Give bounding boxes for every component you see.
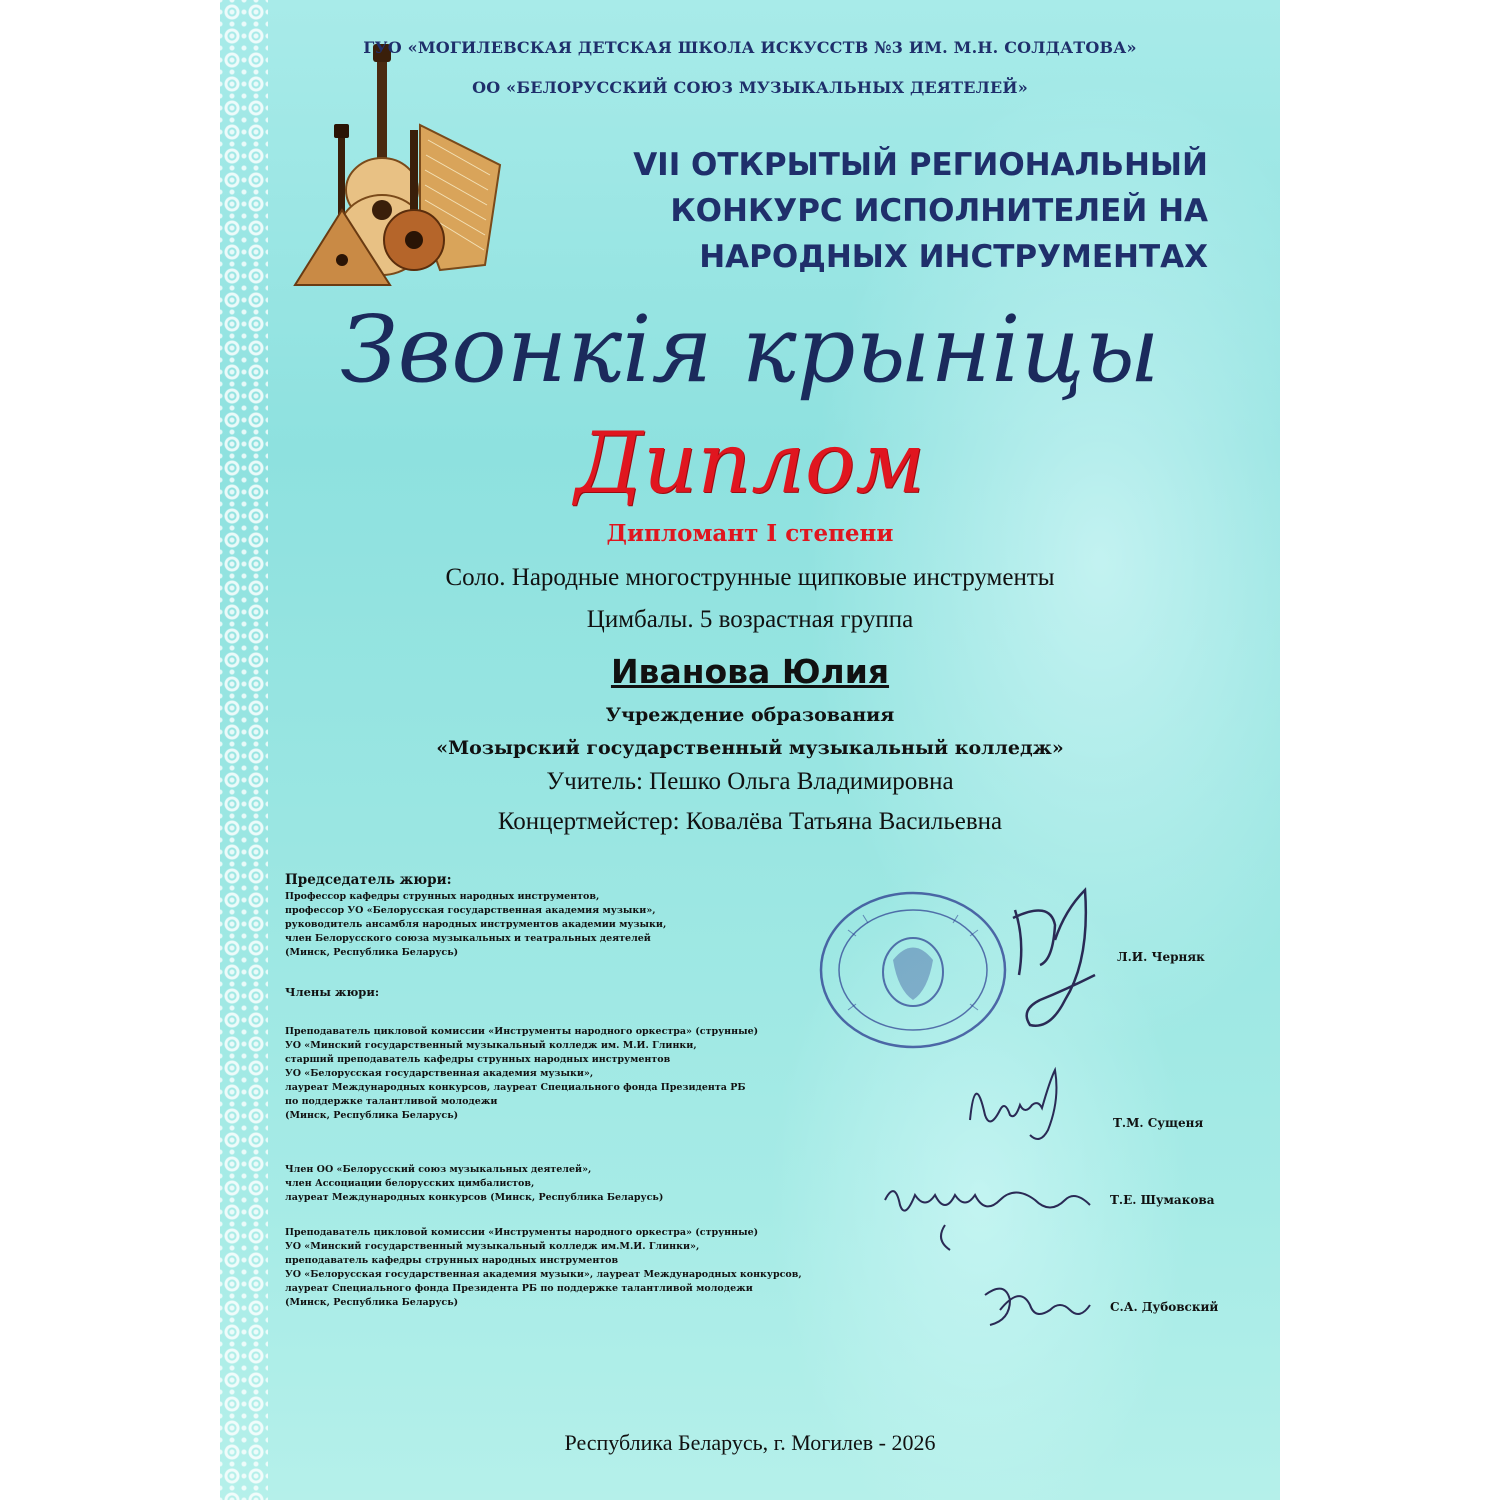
jury-member-3-description: Преподаватель цикловой комиссии «Инструменты народного оркестра» (струнные) УО «Минский государственный музыкальный колледж им.М.И. Глинки», преподаватель кафедры струнных народных инструментов УО «Белорусская государственная академия музыки», лауреат Международных конкурсов, лауреат Специального фонда Президента РБ по поддержке талантливой молодежи (Минск, Республика Беларусь): [285, 1227, 802, 1308]
organizer-line-1: ГУО «МОГИЛЕВСКАЯ ДЕТСКАЯ ШКОЛА ИСКУССТВ №3 ИМ. М.Н. СОЛДАТОВА»: [363, 38, 1137, 57]
jury-member-1-description: Преподаватель цикловой комиссии «Инструменты народного оркестра» (струнные) УО «Минский государственный музыкальный колледж им. М.И. Глинки, старший преподаватель кафедры струнных народных инструментов УО «Белорусская государственная академия музыки», лауреат Международных конкурсов, лауреат Специального фонда Президента РБ по поддержке талантливой молодежи (Минск, Республика Беларусь): [285, 1026, 759, 1121]
jury-member-2-name: Т.Е. Шумакова: [1110, 1193, 1215, 1207]
signature-member-3: [975, 1275, 1095, 1335]
signature-chairman: [995, 880, 1115, 1040]
nomination-line-2: Цимбалы. 5 возрастная группа: [586, 606, 914, 633]
official-stamp: [818, 890, 1008, 1050]
participant-name: Иванова Юлия: [610, 652, 890, 691]
jury-chair-description: Профессор кафедры струнных народных инструментов, профессор УО «Белорусская государственная академия музыки», руководитель ансамбля народных инструментов академии музыки, член Белорусского союза музыкальных и театральных деятелей (Минск, Республика Беларусь): [285, 891, 667, 958]
jury-member-2-description: Член ОО «Белорусский союз музыкальных деятелей», член Ассоциации белорусских цимбалистов, лауреат Международных конкурсов (Минск, Республика Беларусь): [285, 1164, 664, 1203]
footer-place-year: Республика Беларусь, г. Могилев - 2026: [564, 1430, 936, 1455]
organizer-line-2: ОО «БЕЛОРУССКИЙ СОЮЗ МУЗЫКАЛЬНЫХ ДЕЯТЕЛЕЙ»: [472, 78, 1028, 97]
jury-members-title: Члены жюри:: [285, 985, 380, 999]
contest-title-line-1: VII ОТКРЫТЫЙ РЕГИОНАЛЬНЫЙ: [633, 147, 1208, 183]
jury-member-3-name: С.А. Дубовский: [1110, 1300, 1219, 1314]
signature-member-2: [875, 1170, 1105, 1260]
jury-chair-title: Председатель жюри:: [285, 872, 452, 888]
contest-title-line-2: КОНКУРС ИСПОЛНИТЕЛЕЙ НА: [670, 193, 1208, 229]
institution-line-2: «Мозырский государственный музыкальный колледж»: [436, 737, 1064, 759]
accompanist-line: Концертмейстер: Ковалёва Татьяна Васильевна: [497, 808, 1003, 835]
jury-chair-name: Л.И. Черняк: [1117, 950, 1205, 964]
signature-member-1: [960, 1060, 1070, 1150]
degree-label: Дипломант I степени: [606, 520, 894, 547]
jury-member-1-name: Т.М. Сущеня: [1113, 1116, 1204, 1130]
diploma-page: [220, 0, 1280, 1500]
teacher-line: Учитель: Пешко Ольга Владимировна: [546, 768, 954, 795]
contest-title-line-3: НАРОДНЫХ ИНСТРУМЕНТАХ: [699, 239, 1208, 275]
diploma-title: Диплом: [574, 414, 926, 512]
nomination-line-1: Соло. Народные многострунные щипковые инструменты: [445, 564, 1055, 591]
institution-line-1: Учреждение образования: [605, 704, 895, 726]
contest-title: [540, 142, 1208, 280]
festival-name: Звонкія крыніцы: [340, 296, 1160, 403]
